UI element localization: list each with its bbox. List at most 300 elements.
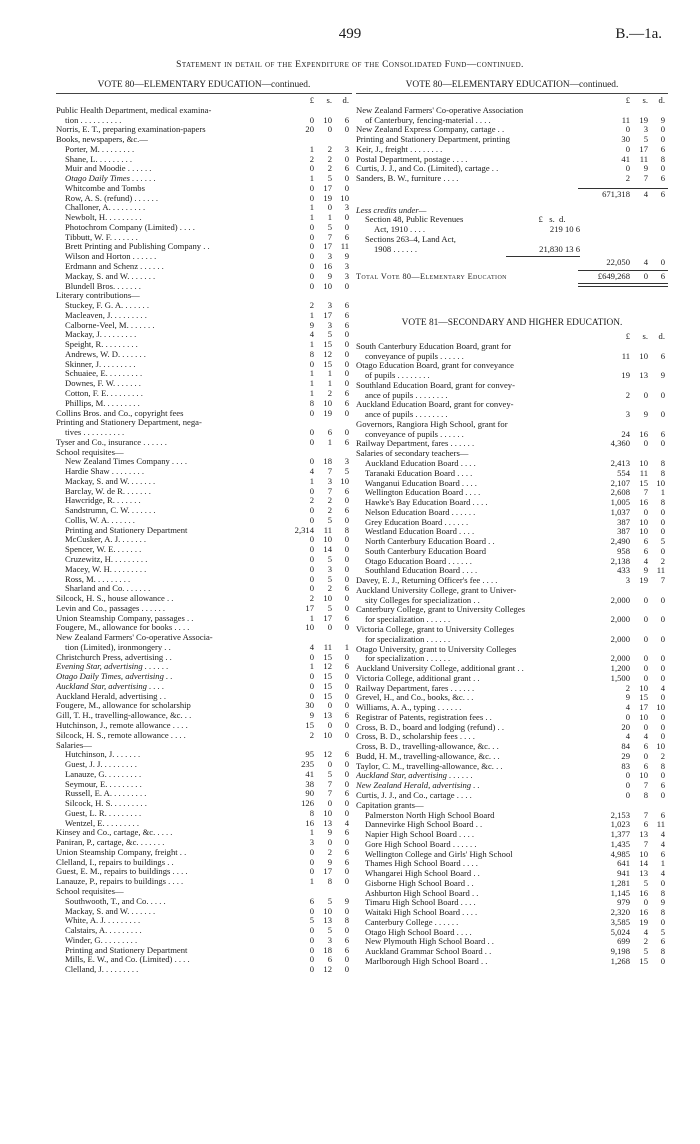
currency-header-row xyxy=(356,332,668,342)
ledger-row xyxy=(56,565,352,575)
amount-pence: 6 xyxy=(344,788,349,799)
amount-pence: 6 xyxy=(344,856,349,867)
ledger-label: Canterbury College, grant to University Colleges xyxy=(356,605,525,615)
amount-pence: 0 xyxy=(660,956,665,967)
amount-pence: 4 xyxy=(660,868,665,879)
amount-shillings: 17 xyxy=(639,702,648,713)
amount-shillings: 11 xyxy=(323,524,332,535)
ledger-row xyxy=(56,946,352,956)
credit-row xyxy=(356,245,668,255)
amount-pounds: 1,435 xyxy=(610,838,630,849)
amount-pounds: 0 xyxy=(625,124,630,135)
amount-pence: 0 xyxy=(344,680,349,691)
amount-pounds: 0 xyxy=(309,456,314,467)
amount-pence: 0 xyxy=(344,329,349,340)
amount-pounds: 0 xyxy=(309,251,314,262)
ledger-label: Nelson Education Board . . . . . . xyxy=(365,507,476,517)
amount-pence: 7 xyxy=(660,575,665,586)
amount-pounds: 1,145 xyxy=(610,887,630,898)
ledger-row xyxy=(56,418,352,428)
amount-pence: 10 xyxy=(656,741,665,752)
ledger-row xyxy=(56,457,352,467)
ledger-label: Stuckey, F. G. A. . . . . . . xyxy=(65,301,149,311)
amount-pence: 8 xyxy=(660,467,665,478)
ledger-label: Cross, B. D., scholarship fees . . . . xyxy=(356,732,475,742)
right-column xyxy=(356,78,668,967)
left-heading-text: VOTE 80—ELEMENTARY EDUCATION—continued. xyxy=(97,80,311,90)
shillings-header: s. xyxy=(642,331,648,342)
amount-pence: 6 xyxy=(660,936,665,947)
ledger-label: Auckland Education Board . . . . xyxy=(365,458,476,468)
amount-pounds: 0 xyxy=(309,553,314,564)
ledger-row xyxy=(356,703,668,713)
amount-pounds: 0 xyxy=(309,964,314,975)
ledger-label: Printing and Stationery Department, nega- xyxy=(56,418,202,428)
amount-pence: 5 xyxy=(660,926,665,937)
amount-pence: 0 xyxy=(344,573,349,584)
amount-pence: 0 xyxy=(660,663,665,674)
amount-pence: 10 xyxy=(340,475,349,486)
ledger-label: Waitaki High School Board . . . . xyxy=(365,908,478,918)
ledger-label: Marlborough High School Board . . xyxy=(365,957,488,967)
ledger-label: Calstairs, A. . . . . . . . . xyxy=(65,926,142,936)
amount-pounds: 0 xyxy=(309,583,314,594)
amount-pence: 6 xyxy=(660,350,665,361)
amount-pounds: 3,585 xyxy=(610,916,630,927)
amount-pence: 6 xyxy=(344,319,349,330)
ledger-row xyxy=(56,350,352,360)
amount-shillings: 2 xyxy=(327,163,332,174)
amount-pence: 9 xyxy=(660,370,665,381)
ledger-label: Tyser and Co., insurance . . . . . . xyxy=(56,437,167,447)
ledger-label: Silcock, H. S., remote allowance . . . . xyxy=(56,730,186,740)
ledger-row xyxy=(356,566,668,576)
amount-pence: 6 xyxy=(344,436,349,447)
currency-header-row xyxy=(56,96,352,106)
amount-pounds: 9 xyxy=(625,692,630,703)
ledger-row xyxy=(356,635,668,645)
amount-shillings: 0 xyxy=(327,124,332,135)
ledger-label: Clelland, J. . . . . . . . . xyxy=(65,965,139,975)
ledger-label: Skinner, J. . . . . . . . . xyxy=(65,359,136,369)
ledger-row xyxy=(56,887,352,897)
amount-pounds: 10 xyxy=(305,622,314,633)
ledger-row xyxy=(56,145,352,155)
pence-header: d. xyxy=(342,95,349,105)
ledger-row xyxy=(56,907,352,917)
ledger-label: Blundell Bros. . . . . . . xyxy=(65,281,141,291)
amount-pounds: 0 xyxy=(309,534,314,545)
amount-shillings: 10 xyxy=(323,807,332,818)
ledger-label: Cross, B. D., travelling-allowance, &c. . . xyxy=(356,742,499,752)
ledger-row xyxy=(356,684,668,694)
ledger-row xyxy=(56,174,352,184)
amount-shillings: 0 xyxy=(643,663,648,674)
ledger-row xyxy=(56,828,352,838)
ledger-row xyxy=(356,781,668,791)
amount-pence: 8 xyxy=(660,457,665,468)
ledger-label: Fougere, M., allowance for books . . . . xyxy=(56,623,190,633)
ledger-label: Curtis, J. J., and Co. (Limited), cartage . . xyxy=(356,164,499,174)
amount-shillings: 4 xyxy=(643,926,648,937)
amount-pence: 0 xyxy=(344,905,349,916)
amount-pence: 1 xyxy=(660,487,665,498)
ledger-label: New Zealand Farmers' Co-operative Association xyxy=(356,105,524,115)
amount-shillings: 7 xyxy=(327,231,332,242)
ledger-row xyxy=(56,467,352,477)
amount-pence: 6 xyxy=(344,934,349,945)
amount-shillings: 9 xyxy=(643,163,648,174)
amount-pence: 0 xyxy=(660,692,665,703)
amount-pence: 6 xyxy=(660,173,665,184)
amount-shillings: 0 xyxy=(643,750,648,761)
ledger-row xyxy=(356,674,668,684)
ledger-label: Otago High School Board . . . . xyxy=(365,927,472,937)
amount-shillings: 10 xyxy=(639,770,648,781)
amount-pence: 0 xyxy=(660,790,665,800)
amount-pounds: 24 xyxy=(621,428,630,439)
amount-pence: 0 xyxy=(344,720,349,730)
amount-shillings: 9 xyxy=(327,856,332,867)
ledger-row xyxy=(56,848,352,858)
amount-shillings: 14 xyxy=(639,858,648,869)
amount-shillings: 2 xyxy=(327,505,332,516)
amount-pounds: 1 xyxy=(309,173,314,184)
ledger-row xyxy=(56,877,352,887)
amount-shillings: 11 xyxy=(323,641,332,652)
ledger-label: Keir, J., freight . . . . . . . . xyxy=(356,144,443,154)
amount-pence: 0 xyxy=(660,653,665,664)
ledger-row xyxy=(356,791,668,801)
ledger-label: Norris, E. T., preparing examination-papers xyxy=(56,125,206,135)
amount-pence: 0 xyxy=(660,731,665,742)
amount-pounds: 0 xyxy=(309,905,314,916)
amount-shillings: 5 xyxy=(327,602,332,613)
ledger-label: Newbolt, H. . . . . . . . . xyxy=(65,213,142,223)
ledger-label: Curtis, J. J., and Co., cartage . . . . xyxy=(356,791,472,800)
amount-pounds: 0 xyxy=(309,671,314,682)
ledger-row xyxy=(56,555,352,565)
amount-shillings: 10 xyxy=(323,905,332,916)
ledger-row xyxy=(56,535,352,545)
amount-pence: 0 xyxy=(344,622,349,633)
amount-pounds: 9,198 xyxy=(610,946,630,957)
vote80-total-pence: 6 xyxy=(660,271,665,282)
amount-pence: 0 xyxy=(344,954,349,965)
amount-shillings: 7 xyxy=(643,487,648,498)
amount-shillings: 19 xyxy=(639,114,648,125)
amount-shillings: 16 xyxy=(639,428,648,439)
ledger-label: Sandstrumn, C. W. . . . . . . xyxy=(65,506,156,516)
ledger-label: of Canterbury, fencing-material . . . . xyxy=(365,115,491,125)
ledger-label: Clelland, I., repairs to buildings . . xyxy=(56,857,174,867)
ledger-row xyxy=(356,391,668,401)
amount-pence: 0 xyxy=(660,438,665,449)
amount-pounds: 29 xyxy=(621,750,630,761)
amount-pounds: 8 xyxy=(309,397,314,408)
amount-pounds: 2 xyxy=(625,389,630,400)
ledger-label: ance of pupils . . . . . . . . xyxy=(365,410,448,420)
ledger-row xyxy=(56,301,352,311)
ledger-label: Andrews, W. D. . . . . . . xyxy=(65,349,146,359)
amount-pence: 0 xyxy=(344,280,349,291)
credits-total-pounds: 22,050 xyxy=(606,257,630,268)
ledger-row xyxy=(56,662,352,672)
amount-shillings: 12 xyxy=(323,749,332,760)
ledger-row xyxy=(56,340,352,350)
amount-pence: 0 xyxy=(660,770,665,781)
amount-pence: 0 xyxy=(344,348,349,359)
ledger-label: New Zealand Farmers' Co-operative Associa- xyxy=(56,633,213,643)
ledger-label: Westland Education Board . . . . xyxy=(365,527,475,537)
amount-pounds: 4,985 xyxy=(610,848,630,859)
ledger-label: Gisborne High School Board . . xyxy=(365,878,474,888)
ledger-label: Canterbury College . . . . . . xyxy=(365,917,459,927)
amount-pence: 0 xyxy=(344,563,349,574)
amount-pence: 0 xyxy=(344,368,349,379)
ledger-label: Levin and Co., passages . . . . . . xyxy=(56,603,166,613)
amount-shillings: 12 xyxy=(323,661,332,672)
amount-shillings: 10 xyxy=(323,534,332,545)
pounds-header: £ xyxy=(625,95,630,105)
ledger-row xyxy=(356,762,668,772)
amount-pence: 0 xyxy=(344,221,349,232)
ledger-label: Union Steamship Company, freight . . xyxy=(56,847,187,857)
amount-pounds: 11 xyxy=(621,350,630,361)
vote80-total-row xyxy=(356,272,668,282)
amount-pence: 8 xyxy=(660,760,665,771)
amount-pence: 6 xyxy=(660,809,665,820)
ledger-label: Wellington Education Board . . . . xyxy=(365,488,481,498)
amount-pence: 8 xyxy=(344,524,349,535)
amount-pounds: 0 xyxy=(625,780,630,791)
amount-shillings: 2 xyxy=(327,387,332,398)
ledger-row xyxy=(56,672,352,682)
amount-shillings: 17 xyxy=(323,612,332,623)
amount-shillings: 0 xyxy=(327,759,332,770)
ledger-row xyxy=(56,135,352,145)
amount-shillings: 5 xyxy=(643,877,648,888)
ledger-row xyxy=(56,936,352,946)
amount-pounds: 0 xyxy=(309,114,314,125)
ledger-label: Paniran, P., cartage, &c. . . . . . . xyxy=(56,838,165,848)
amount-shillings: 6 xyxy=(643,819,648,830)
ledger-row xyxy=(56,330,352,340)
ledger-row xyxy=(56,633,352,643)
ledger-row xyxy=(56,379,352,389)
amount-pounds: 2 xyxy=(309,729,314,740)
currency-header-row xyxy=(356,96,668,106)
amount-pounds: 1,200 xyxy=(610,663,630,674)
amount-pounds: 0 xyxy=(309,690,314,701)
amount-shillings: 6 xyxy=(327,954,332,965)
amount-shillings: 0 xyxy=(327,622,332,633)
amount-shillings: 5 xyxy=(327,925,332,936)
amount-shillings: 0 xyxy=(643,653,648,664)
ledger-label: New Zealand Herald, advertising . . xyxy=(356,781,480,791)
amount-shillings: 10 xyxy=(639,516,648,527)
amount-shillings: 17 xyxy=(323,241,332,252)
amount-pounds: 4 xyxy=(309,329,314,340)
ledger-label: Sanders, B. W., furniture . . . . xyxy=(356,174,459,184)
amount-pence: 0 xyxy=(344,651,349,662)
amount-pounds: 1 xyxy=(309,309,314,320)
amount-pounds: 16 xyxy=(305,817,314,828)
ledger-label: Collis, W. A. . . . . . . xyxy=(65,515,135,525)
amount-pounds: 41 xyxy=(621,153,630,164)
amount-shillings: 19 xyxy=(639,575,648,586)
ledger-row xyxy=(56,643,352,653)
amount-pounds: 4 xyxy=(309,641,314,652)
ledger-label: Union Steamship Company, passages . . xyxy=(56,613,194,623)
ledger-label: Napier High School Board . . . . xyxy=(365,830,475,840)
amount-pounds: 0 xyxy=(309,680,314,691)
amount-shillings: 15 xyxy=(323,680,332,691)
amount-pounds: 1,500 xyxy=(610,672,630,683)
amount-pounds: 2,107 xyxy=(610,477,630,488)
credit-amount: 21,830 13 6 xyxy=(539,243,580,254)
ledger-label: Kinsey and Co., cartage, &c. . . . . xyxy=(56,828,173,838)
ledger-row xyxy=(56,360,352,370)
amount-pence: 3 xyxy=(344,261,349,272)
ledger-row xyxy=(356,693,668,703)
amount-pounds: 4 xyxy=(309,466,314,477)
ledger-label: Auckland Herald, advertising . . xyxy=(56,691,167,701)
amount-pounds: 387 xyxy=(617,516,630,527)
amount-pence: 6 xyxy=(344,114,349,125)
ledger-label: conveyance of pupils . . . . . . xyxy=(365,351,464,361)
ledger-label: Auckland Grammar School Board . . xyxy=(365,947,492,957)
amount-pounds: 0 xyxy=(309,573,314,584)
amount-pence: 0 xyxy=(660,877,665,888)
ledger-label: Hutchinson, J., remote allowance . . . . xyxy=(56,721,188,730)
ledger-row xyxy=(356,116,668,126)
amount-pounds: 2,000 xyxy=(610,594,630,605)
ledger-label: New Zealand Express Company, cartage . . xyxy=(356,125,505,135)
ledger-row xyxy=(56,164,352,174)
ledger-row xyxy=(56,575,352,585)
vote81-ledger-rows xyxy=(356,342,668,967)
left-ledger-rows xyxy=(56,106,352,975)
ledger-label: Cotton, F. E. . . . . . . . . xyxy=(65,388,143,398)
amount-pence: 6 xyxy=(344,661,349,672)
pence-header: d. xyxy=(658,331,665,342)
amount-shillings: 3 xyxy=(327,563,332,574)
amount-pence: 4 xyxy=(660,829,665,840)
ledger-row xyxy=(56,506,352,516)
amount-pounds: 0 xyxy=(309,514,314,525)
amount-pence: 0 xyxy=(344,866,349,877)
ledger-label: Wentzel, E. . . . . . . . . xyxy=(65,818,140,828)
amount-shillings: 0 xyxy=(327,700,332,711)
amount-pounds: 1 xyxy=(309,378,314,389)
ledger-label: Guest, E. M., repairs to buildings . . . . xyxy=(56,867,188,877)
ledger-label: Printing and Stationery Department xyxy=(65,525,188,535)
ledger-label: White, A. J. . . . . . . . . xyxy=(65,916,141,926)
ledger-label: Guest, L. R. . . . . . . . . xyxy=(65,808,142,818)
amount-pounds: 1 xyxy=(309,143,314,154)
ledger-label: Governors, Rangiora High School, grant for xyxy=(356,419,508,429)
ledger-label: Evening Star, advertising . . . . . . xyxy=(56,662,169,672)
vote80-total-shillings: 0 xyxy=(643,271,648,282)
ledger-label: Macleaven, J. . . . . . . . . xyxy=(65,310,147,320)
amount-pounds: 0 xyxy=(309,358,314,369)
amount-shillings: 5 xyxy=(643,946,648,957)
ledger-label: Salaries— xyxy=(56,740,92,750)
amount-shillings: 0 xyxy=(327,720,332,730)
right-top-ledger-rows xyxy=(356,106,668,184)
ledger-label: Otago Education Board, grant for conveyance xyxy=(356,361,514,371)
amount-shillings: 5 xyxy=(327,768,332,779)
amount-pounds: 6 xyxy=(309,895,314,906)
amount-pence: 6 xyxy=(344,397,349,408)
amount-pence: 0 xyxy=(660,389,665,400)
ledger-label: Victoria College, grant to University Colleges xyxy=(356,624,514,634)
amount-pence: 3 xyxy=(344,143,349,154)
amount-shillings: 4 xyxy=(643,731,648,742)
ledger-label: tives . . . . . . . . . . xyxy=(65,428,125,438)
amount-pounds: 0 xyxy=(309,182,314,193)
document-reference: B.—1a. xyxy=(615,26,662,42)
amount-pounds: 30 xyxy=(621,134,630,145)
amount-shillings: 18 xyxy=(323,944,332,955)
amount-shillings: 5 xyxy=(327,173,332,184)
amount-pence: 6 xyxy=(344,612,349,623)
amount-shillings: 5 xyxy=(643,134,648,145)
amount-shillings: 15 xyxy=(323,358,332,369)
amount-pence: 0 xyxy=(344,495,349,506)
amount-pounds: 2 xyxy=(309,300,314,311)
amount-pounds: 5,024 xyxy=(610,926,630,937)
amount-shillings: 19 xyxy=(323,192,332,203)
amount-pence: 0 xyxy=(660,163,665,174)
amount-shillings: 13 xyxy=(639,370,648,381)
amount-pence: 0 xyxy=(344,798,349,809)
ledger-row xyxy=(56,623,352,633)
ledger-label: Auckland University College, additional grant . . xyxy=(356,664,524,674)
ledger-label: Russell, E. A. . . . . . . . . xyxy=(65,789,147,799)
amount-pounds: 1,037 xyxy=(610,506,630,517)
ledger-label: Lanauze, G. . . . . . . . . xyxy=(65,769,142,779)
amount-pounds: 20 xyxy=(621,721,630,732)
amount-shillings: 10 xyxy=(639,711,648,722)
credit-pounds-header: £ xyxy=(538,214,543,225)
amount-shillings: 12 xyxy=(323,348,332,359)
amount-pounds: 0 xyxy=(309,925,314,936)
ledger-label: sity Colleges for specialization . . xyxy=(365,595,480,605)
ledger-label: Spencer, W. E. . . . . . . xyxy=(65,545,142,555)
subtotal-pounds: 671,318 xyxy=(602,188,630,199)
amount-shillings: 13 xyxy=(323,915,332,926)
amount-pounds: 0 xyxy=(309,436,314,447)
amount-shillings: 18 xyxy=(323,456,332,467)
amount-pence: 0 xyxy=(660,134,665,145)
amount-pounds: 387 xyxy=(617,526,630,537)
ledger-label: Hardie Shaw . . . . . . . . xyxy=(65,467,145,477)
amount-pence: 2 xyxy=(660,750,665,761)
amount-pence: 0 xyxy=(660,916,665,927)
amount-pounds: 1,377 xyxy=(610,829,630,840)
amount-pence: 0 xyxy=(344,729,349,740)
amount-pounds: 2,320 xyxy=(610,907,630,918)
amount-shillings: 11 xyxy=(639,153,648,164)
ledger-row xyxy=(356,400,668,410)
amount-pence: 0 xyxy=(660,409,665,420)
ledger-row xyxy=(56,965,352,975)
credit-shillings-header: s. xyxy=(549,214,555,225)
amount-shillings: 17 xyxy=(639,143,648,154)
ledger-label: Phillips, M. . . . . . . . . xyxy=(65,398,140,408)
